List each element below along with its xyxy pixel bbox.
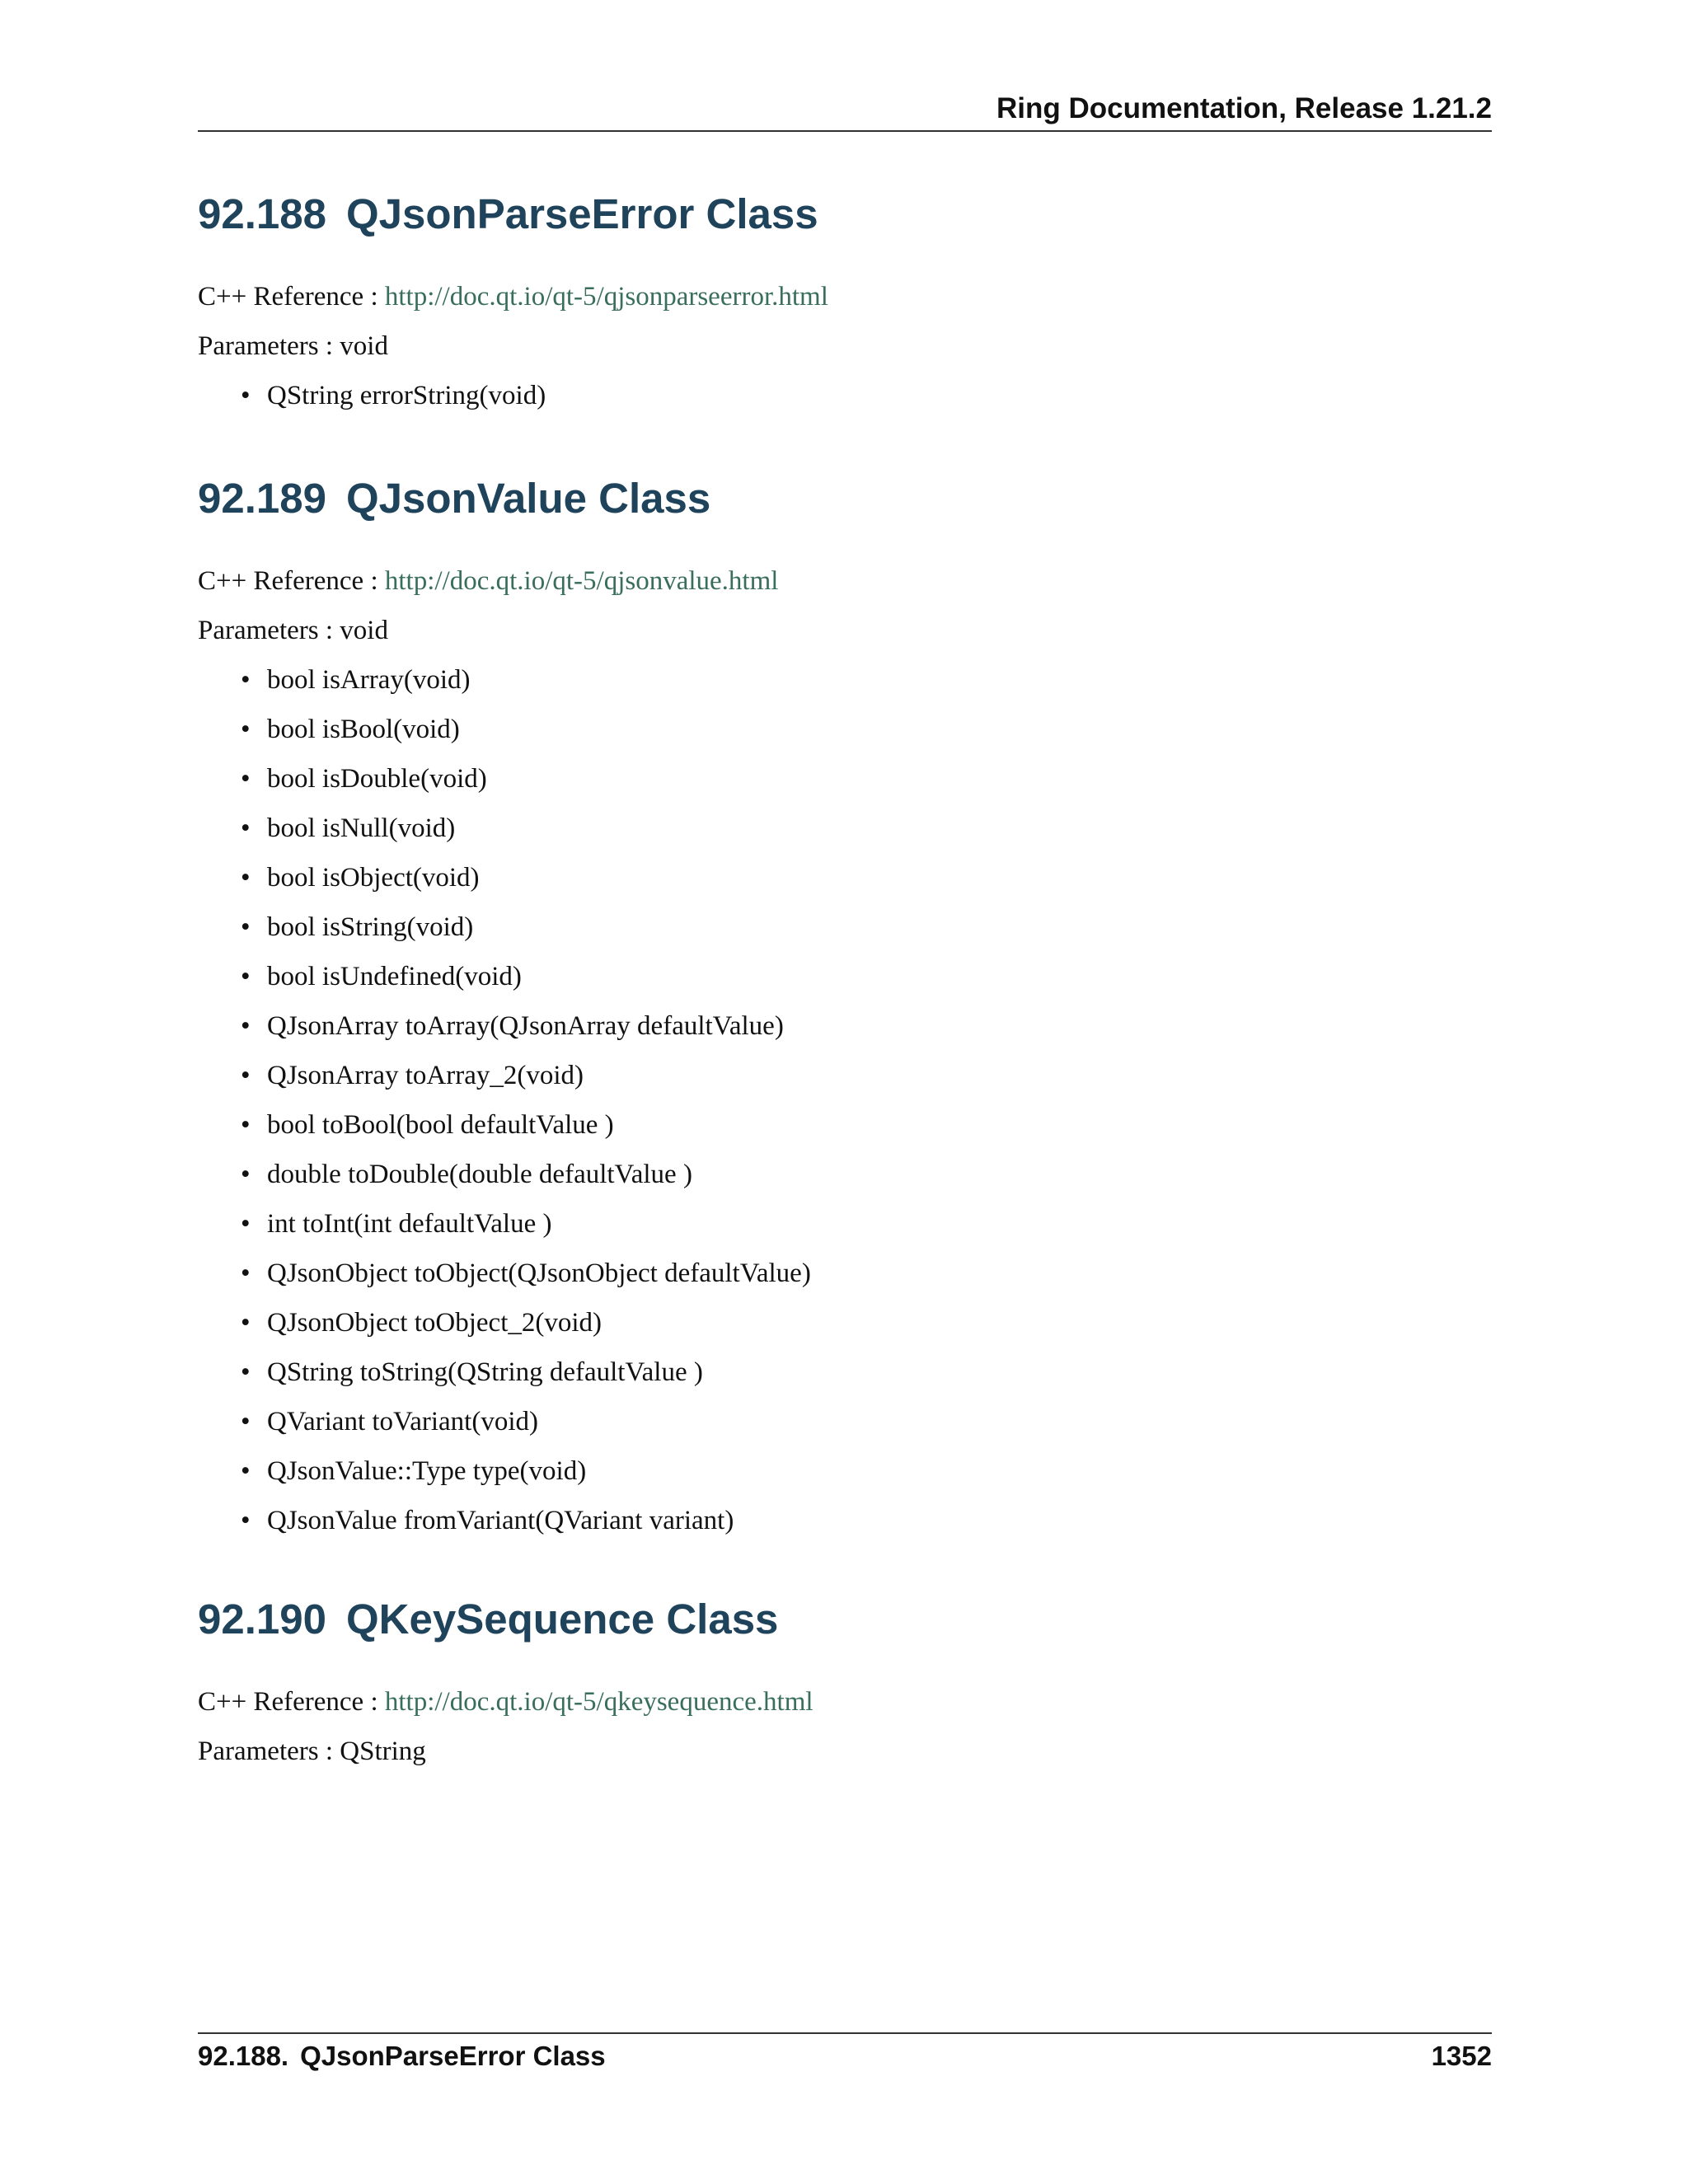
bullet-icon: • xyxy=(241,813,251,843)
method-item xyxy=(241,705,1492,754)
method-item xyxy=(241,1100,1492,1150)
bullet-icon: • xyxy=(241,1407,251,1436)
method-item xyxy=(241,655,1492,705)
cpp-reference-label: C++ Reference : xyxy=(198,1687,378,1717)
bullet-icon: • xyxy=(241,1011,251,1041)
method-item xyxy=(241,754,1492,804)
bullet-icon: • xyxy=(241,665,251,695)
section-number: 92.190 xyxy=(198,1596,326,1643)
bullet-icon: • xyxy=(241,764,251,794)
cpp-reference-link[interactable]: http://doc.qt.io/qt-5/qjsonvalue.html xyxy=(384,566,779,596)
method-signature: bool isUndefined(void) xyxy=(267,962,522,991)
method-signature: double toDouble(double defaultValue ) xyxy=(267,1160,692,1189)
method-signature: QVariant toVariant(void) xyxy=(267,1407,538,1436)
section-qjsonparseerror xyxy=(198,188,1492,420)
page-header xyxy=(198,89,1492,132)
cpp-reference-label: C++ Reference : xyxy=(198,282,378,312)
method-list xyxy=(198,655,1492,1545)
bullet-icon: • xyxy=(241,1308,251,1338)
footer-section xyxy=(198,2041,606,2072)
method-item xyxy=(241,853,1492,902)
method-signature: bool isNull(void) xyxy=(267,813,456,843)
method-signature: QJsonObject toObject(QJsonObject defaultValue) xyxy=(267,1258,811,1288)
cpp-reference-line xyxy=(198,1677,1492,1727)
section-qkeysequence xyxy=(198,1593,1492,1776)
method-item xyxy=(241,1051,1492,1100)
method-signature: int toInt(int defaultValue ) xyxy=(267,1209,552,1239)
bullet-icon: • xyxy=(241,1061,251,1090)
section-heading xyxy=(198,472,1492,525)
section-heading xyxy=(198,188,1492,241)
cpp-reference-line xyxy=(198,272,1492,321)
method-item xyxy=(241,1199,1492,1249)
bullet-icon: • xyxy=(241,962,251,991)
section-qjsonvalue xyxy=(198,472,1492,1545)
parameters-line xyxy=(198,606,1492,655)
parameters-label: Parameters : xyxy=(198,616,334,645)
method-signature: QString errorString(void) xyxy=(267,381,546,410)
bullet-icon: • xyxy=(241,1160,251,1189)
section-title: QJsonValue Class xyxy=(346,475,711,522)
parameters-line xyxy=(198,1727,1492,1776)
method-signature: bool isDouble(void) xyxy=(267,764,487,794)
method-item xyxy=(241,1347,1492,1397)
cpp-reference-link[interactable]: http://doc.qt.io/qt-5/qkeysequence.html xyxy=(384,1687,814,1717)
section-number: 92.189 xyxy=(198,475,326,522)
parameters-line xyxy=(198,321,1492,371)
method-signature: QJsonArray toArray_2(void) xyxy=(267,1061,584,1090)
method-item xyxy=(241,1150,1492,1199)
parameters-value: void xyxy=(340,616,388,645)
method-signature: QString toString(QString defaultValue ) xyxy=(267,1357,703,1387)
method-signature: QJsonArray toArray(QJsonArray defaultValue) xyxy=(267,1011,784,1041)
method-signature: QJsonObject toObject_2(void) xyxy=(267,1308,603,1338)
section-number: 92.188 xyxy=(198,190,326,237)
parameters-value: void xyxy=(340,331,388,361)
bullet-icon: • xyxy=(241,1506,251,1535)
method-item xyxy=(241,952,1492,1001)
method-item xyxy=(241,1249,1492,1298)
bullet-icon: • xyxy=(241,1209,251,1239)
method-signature: bool isObject(void) xyxy=(267,863,480,893)
bullet-icon: • xyxy=(241,1456,251,1486)
method-item xyxy=(241,1397,1492,1446)
method-list xyxy=(198,371,1492,420)
method-signature: bool isArray(void) xyxy=(267,665,471,695)
footer-section-title: QJsonParseError Class xyxy=(300,2041,606,2071)
method-signature: bool isString(void) xyxy=(267,912,474,942)
bullet-icon: • xyxy=(241,912,251,942)
parameters-value: QString xyxy=(340,1736,426,1766)
method-item xyxy=(241,804,1492,853)
bullet-icon: • xyxy=(241,863,251,893)
page-number: 1352 xyxy=(1431,2041,1492,2071)
method-item xyxy=(241,371,1492,420)
cpp-reference-label: C++ Reference : xyxy=(198,566,378,596)
document-title: Ring Documentation, Release 1.21.2 xyxy=(996,92,1492,124)
cpp-reference-link[interactable]: http://doc.qt.io/qt-5/qjsonparseerror.html xyxy=(384,282,828,312)
method-signature: bool toBool(bool defaultValue ) xyxy=(267,1110,614,1140)
cpp-reference-line xyxy=(198,556,1492,606)
section-title: QKeySequence Class xyxy=(346,1596,779,1643)
bullet-icon: • xyxy=(241,1110,251,1140)
parameters-label: Parameters : xyxy=(198,1736,334,1766)
method-signature: bool isBool(void) xyxy=(267,715,460,744)
method-signature: QJsonValue::Type type(void) xyxy=(267,1456,587,1486)
footer-section-number: 92.188. xyxy=(198,2041,289,2071)
parameters-label: Parameters : xyxy=(198,331,334,361)
bullet-icon: • xyxy=(241,1258,251,1288)
page-footer xyxy=(198,2032,1492,2083)
method-item xyxy=(241,1001,1492,1051)
method-item xyxy=(241,902,1492,952)
bullet-icon: • xyxy=(241,1357,251,1387)
section-heading xyxy=(198,1593,1492,1646)
method-signature: QJsonValue fromVariant(QVariant variant) xyxy=(267,1506,734,1535)
bullet-icon: • xyxy=(241,381,251,410)
bullet-icon: • xyxy=(241,715,251,744)
method-item xyxy=(241,1446,1492,1496)
method-item xyxy=(241,1298,1492,1347)
section-title: QJsonParseError Class xyxy=(346,190,818,237)
method-item xyxy=(241,1496,1492,1545)
